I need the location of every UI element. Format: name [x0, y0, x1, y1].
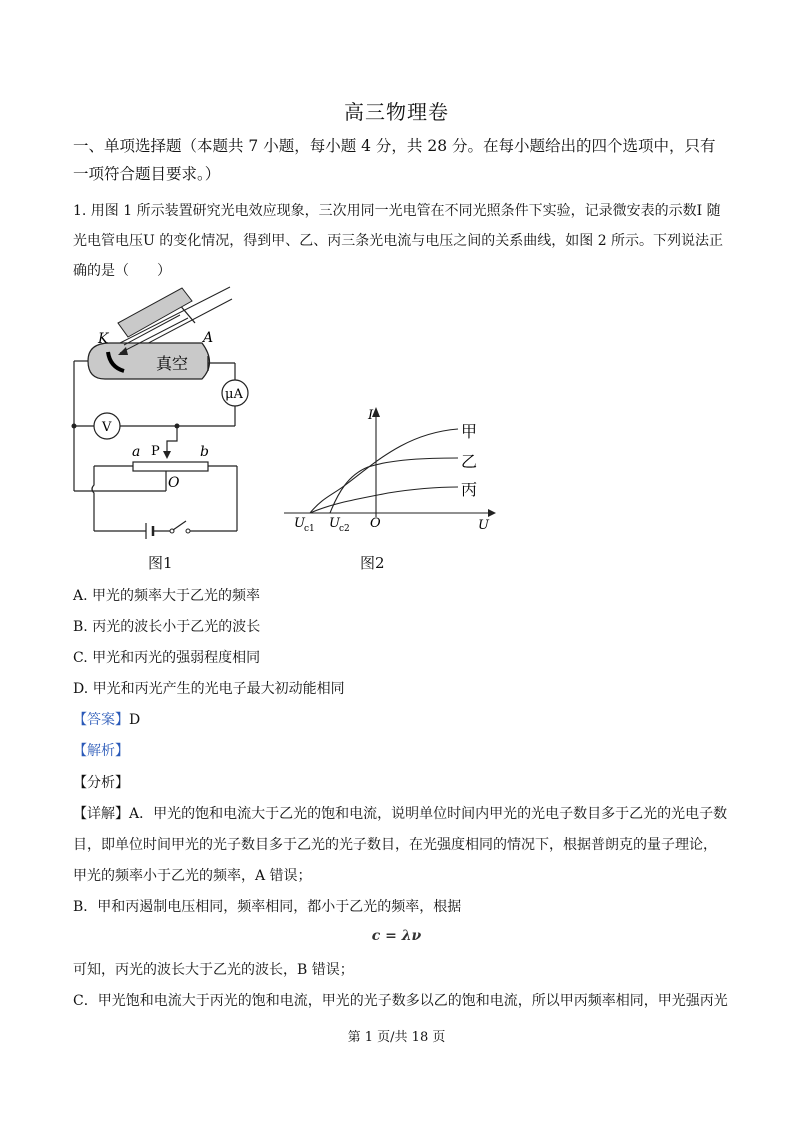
slider-wire: [167, 426, 177, 455]
label-voltmeter: V: [102, 420, 112, 435]
option-B: B. 丙光的波长小于乙光的波长: [73, 619, 261, 635]
curve-label-bing: 丙: [461, 480, 478, 499]
answer-line: [73, 710, 723, 730]
curve-label-yi: 乙: [461, 452, 478, 471]
label-K: K: [98, 331, 109, 347]
question-stem-line3: 确的是（ ）: [73, 263, 171, 279]
curve-yi: [330, 458, 458, 513]
curve-label-jia: 甲: [461, 422, 478, 441]
detail-tag: 【详解】: [73, 806, 129, 822]
section-heading-line1: 一、单项选择题（本题共 7 小题，每小题 4 分，共 28 分。在每小题给出的四个选项中，只有: [73, 137, 716, 155]
label-P: P: [151, 444, 160, 459]
x-axis-arrow: [488, 509, 496, 517]
switch-contact: [186, 529, 190, 533]
uc2-subscript: c2: [339, 524, 350, 534]
uc1-subscript: c1: [304, 524, 315, 534]
detail-line3: 甲光的频率小于乙光的频率，A 错误；: [73, 868, 312, 884]
photocell-tube: [88, 343, 210, 379]
page-footer: 第 1 页/共 18 页: [347, 1030, 446, 1045]
option-D: D. 甲光和丙光产生的光电子最大初动能相同: [73, 681, 345, 697]
uc2-label: U: [329, 516, 340, 531]
detail-line1: [73, 804, 728, 824]
y-axis-label: I: [368, 408, 374, 423]
page-title: 高三物理卷: [344, 100, 449, 124]
answer-tag: 【答案】: [73, 712, 129, 728]
figure1-circuit-diagram: [60, 285, 260, 545]
section-heading-line2: 一项符合题目要求。）: [73, 165, 221, 183]
wire-crossover: [92, 466, 94, 531]
junction-dot: [72, 424, 77, 429]
detail-line6: C．甲光饱和电流大于丙光的饱和电流，甲光的光子数多以乙的饱和电流，所以甲丙频率相同，甲光强丙光: [73, 993, 728, 1009]
label-microammeter: μA: [225, 387, 243, 402]
uc1-label: U: [294, 516, 305, 531]
figure1-caption: 图1: [148, 554, 173, 572]
answer-value: D: [129, 712, 141, 728]
detail-line1-text: A．甲光的饱和电流大于乙光的饱和电流，说明单位时间内甲光的光电子数目多于乙光的光电子数: [129, 806, 728, 822]
question-stem-line2: 光电管电压U 的变化情况，得到甲、乙、丙三条光电流与电压之间的关系曲线，如图 2 所示。下列说法正: [73, 233, 724, 249]
x-axis-label: U: [478, 518, 489, 533]
question-stem-line1: 1. 用图 1 所示装置研究光电效应现象，三次用同一光电管在不同光照条件下实验，记录微安表的示数I 随: [73, 203, 721, 219]
y-axis-arrow: [372, 407, 380, 417]
slider-arrow: [163, 451, 171, 459]
option-C: C. 甲光和丙光的强弱程度相同: [73, 650, 261, 666]
switch-lever: [173, 521, 186, 530]
option-A: A. 甲光的频率大于乙光的频率: [73, 588, 261, 604]
origin-label: O: [370, 516, 381, 531]
formula-wave-speed: c = λν: [371, 928, 422, 944]
detail-line5: 可知，丙光的波长大于乙光的波长，B 错误；: [73, 962, 354, 978]
label-A: A: [203, 330, 214, 346]
detail-line2: 目，即单位时间甲光的光子数目多于乙光的光子数目，在光强度相同的情况下，根据普朗克的量子理论，: [73, 837, 717, 853]
analysis-tag: 【解析】: [73, 743, 129, 759]
curve-jia: [310, 429, 458, 513]
label-O: O: [168, 475, 180, 491]
label-a: a: [132, 444, 141, 460]
label-b: b: [200, 444, 209, 460]
fenxi-tag: 【分析】: [73, 775, 129, 791]
figure2-caption: 图2: [360, 554, 385, 572]
label-vacuum: 真空: [156, 354, 189, 373]
figure2-iu-graph: [278, 405, 498, 535]
detail-line4: B．甲和丙遏制电压相同，频率相同，都小于乙光的频率，根据: [73, 899, 462, 915]
rheostat: [133, 462, 208, 471]
